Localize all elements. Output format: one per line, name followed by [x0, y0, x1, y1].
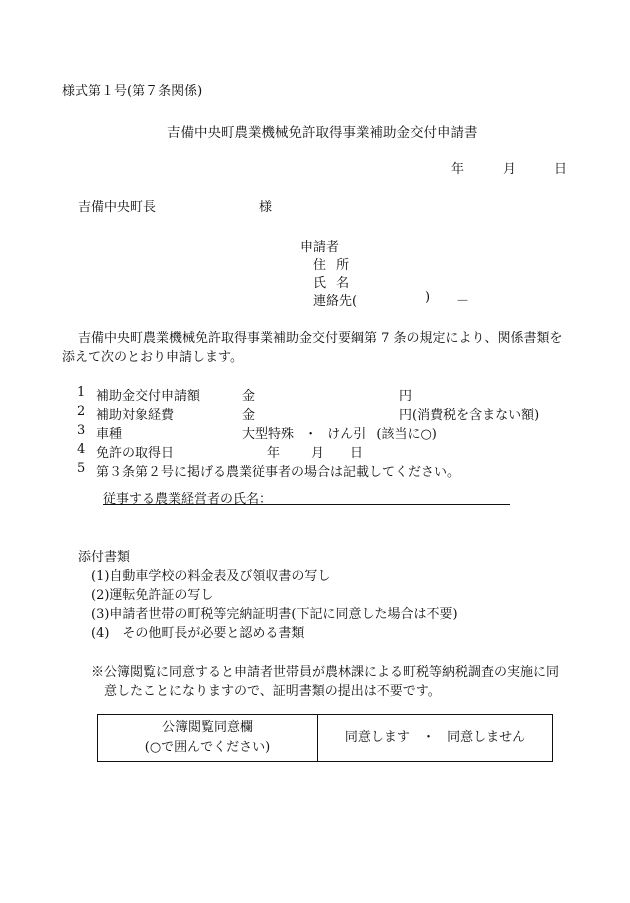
- item-day: 日: [350, 446, 364, 461]
- item-currency: 金: [242, 389, 256, 404]
- engaged-farmer-field: [103, 488, 510, 505]
- item-label: 第３条第２号に掲げる農業従事者の場合は記載してください。: [96, 465, 461, 480]
- addressee-name: 吉備中央町長: [78, 200, 157, 215]
- item-number: 2: [77, 404, 86, 419]
- applicant-contact-dash: －: [456, 294, 470, 309]
- item-unit: 円: [399, 389, 413, 404]
- list-item: (2)運転免許証の写し: [91, 588, 214, 603]
- date-year: 年: [451, 162, 465, 177]
- applicant-name-label: 氏 名: [313, 276, 350, 291]
- applicant-heading: 申請者: [300, 240, 340, 255]
- item-year: 年: [267, 446, 281, 461]
- date-month: 月: [503, 162, 517, 177]
- item-vehicle-types: 大型特殊 ・ けん引 (該当に○): [242, 427, 437, 442]
- consent-table: [97, 714, 553, 762]
- list-item: (3)申請者世帯の町税等完納証明書(下記に同意した場合は不要): [91, 607, 458, 622]
- item-number: 1: [77, 385, 86, 400]
- form-number: 様式第１号(第７条関係): [62, 84, 203, 99]
- item-label: 車種: [96, 427, 123, 442]
- item-label: 補助金交付申請額: [96, 389, 201, 404]
- item-unit: 円(消費税を含まない額): [399, 408, 540, 423]
- engaged-farmer-label: 従事する農業経営者の氏名：: [103, 492, 273, 507]
- consent-options-cell[interactable]: [318, 715, 553, 762]
- addressee-suffix: 様: [259, 200, 273, 215]
- applicant-address-label: 住 所: [313, 258, 350, 273]
- consent-label-line-2: (○で囲んでください): [144, 740, 271, 755]
- consent-label-cell: [98, 715, 318, 762]
- note-line-2: 意したことになりますので、証明書類の提出は不要です。: [104, 684, 441, 699]
- intro-line-2: 添えて次のとおり申請します。: [62, 350, 243, 365]
- date-day: 日: [554, 162, 568, 177]
- applicant-contact-close: ): [425, 290, 431, 305]
- item-number: 5: [77, 461, 86, 476]
- list-item: (4) その他町長が必要と認める書類: [91, 626, 305, 641]
- item-label: 免許の取得日: [96, 446, 175, 461]
- list-item: (1)自動車学校の料金表及び領収書の写し: [91, 569, 331, 584]
- consent-options[interactable]: 同意します ・ 同意しません: [344, 730, 526, 745]
- intro-line-1: 吉備中央町農業機械免許取得事業補助金交付要綱第 7 条の規定により、関係書類を: [78, 331, 563, 346]
- item-label: 補助対象経費: [96, 408, 175, 423]
- consent-label-line-1: 公簿閲覧同意欄: [161, 720, 253, 735]
- attachments-heading: 添付書類: [78, 550, 131, 565]
- item-number: 4: [77, 442, 86, 457]
- note-line-1: ※公簿閲覧に同意すると申請者世帯員が農林課による町税等納税調査の実施に同: [91, 665, 560, 680]
- item-number: 3: [77, 423, 86, 438]
- item-month: 月: [311, 446, 325, 461]
- document-title: 吉備中央町農業機械免許取得事業補助金交付申請書: [167, 125, 478, 141]
- applicant-contact-label: 連絡先(: [313, 294, 358, 309]
- item-currency: 金: [242, 408, 256, 423]
